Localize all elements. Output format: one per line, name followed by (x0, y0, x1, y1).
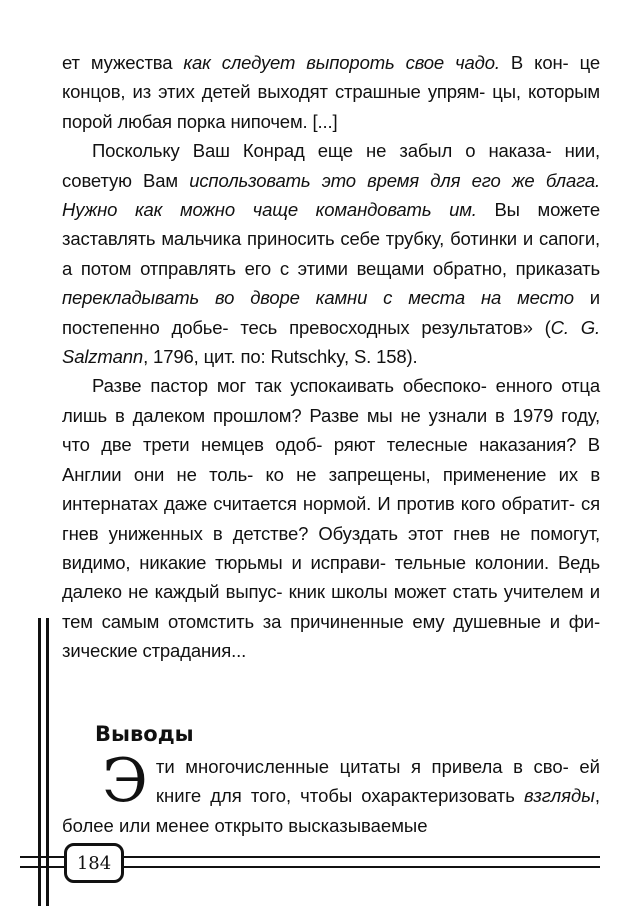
paragraph-2-text-c: Вы можете заставлять мальчика приносить себе трубку, ботинки и сапоги, а потом отправлять его с этими вещами обратно, приказать (62, 199, 601, 279)
paragraph-2-italic-b: использовать это время для его же блага. Нужно как можно чаще командовать им. (62, 169, 600, 221)
paragraph-2-italic-f: C. G. Salzmann (62, 316, 600, 368)
body-text (62, 48, 600, 666)
paragraph-3: Разве пастор мог так успокаивать обеспоко- енного отца лишь в далеком прошлом? Разве мы не узнали в 1979 году, что две трети немцев одоб- ряют телесные наказания? В Англии они не толь- ко не запрещены, применение их в интернатах даже считается нормой. И против кого обратит- ся гнев униженных в детстве? Обуздать этот гнев не помогут, видимо, никакие тюрьмы и исправи- тельные колонии. Ведь далеко не каждый выпус- кник школы может стать учителем и тем самым отомстить за причиненные ему душевные и фи- зические страдания... (62, 375, 600, 662)
paragraph-1-rest: це концов, из этих детей выходят страшные упрям- цы, которым порой любая порка нипочем. [...] (62, 52, 600, 132)
margin-rule-2 (46, 618, 49, 906)
paragraph-2-text-a: Поскольку Ваш Конрад еще не забыл о наказа- нии, советую Вам (62, 140, 600, 191)
paragraph-1 (62, 48, 600, 136)
paragraph-1-text-c: В кон- (499, 52, 569, 73)
section-heading: Выводы (95, 722, 194, 746)
final-text-c: , более или менее открыто высказываемые (62, 785, 600, 836)
paragraph-2-text-e: и постепенно добье- тесь превосходных результатов» ( (62, 287, 600, 338)
margin-rule-1 (38, 618, 41, 906)
drop-cap: Э (102, 746, 148, 816)
paragraph-2-italic-d: перекладывать во дворе камни с места на место (62, 287, 574, 309)
page-number: 184 (64, 843, 124, 883)
final-italic: взгляды (523, 785, 595, 807)
paragraph-2-text-g: , 1796, цит. по: Rutschky, S. 158). (143, 346, 418, 368)
final-paragraph (62, 746, 600, 840)
paragraph-2 (62, 136, 600, 371)
paragraph-1-text-a: ет мужества (62, 52, 184, 73)
paragraph-1-italic: как следует выпороть свое чадо. (183, 52, 500, 73)
final-text-a: ти многочисленные цитаты я привела в сво- ей книге для того, чтобы охарактеризовать (155, 756, 600, 807)
